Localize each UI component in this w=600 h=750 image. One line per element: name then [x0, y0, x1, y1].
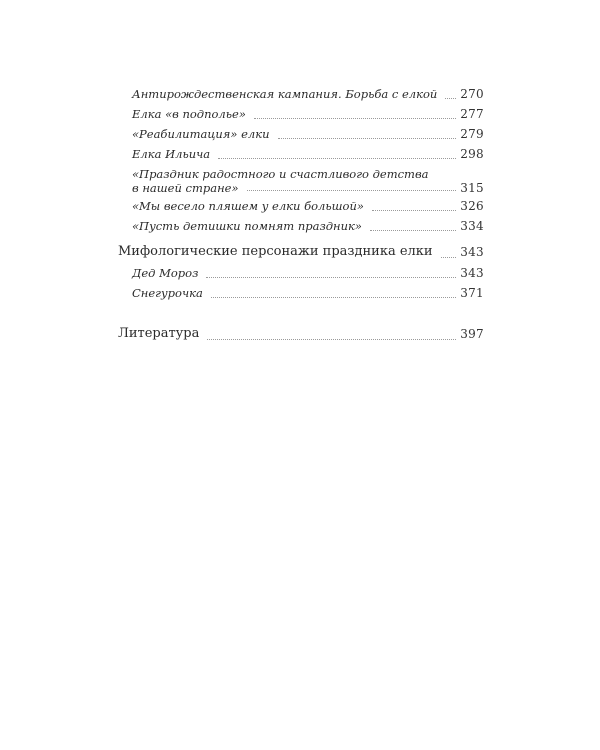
- toc-entry-page: 343: [460, 245, 484, 259]
- toc-entry-title: «Реабилитация» елки: [132, 127, 270, 141]
- dot-leader: [247, 190, 457, 191]
- toc-entry-page: 315: [460, 181, 484, 195]
- dot-leader: [254, 118, 456, 119]
- toc-entry-title-line1: «Праздник радостного и счастливого детства: [132, 167, 429, 181]
- toc-entry: [132, 216, 484, 236]
- toc-entry-page: 343: [460, 266, 484, 280]
- toc-entry-title: Дед Мороз: [132, 266, 199, 280]
- dot-leader: [372, 210, 456, 211]
- toc-entry-title: Снегурочка: [132, 286, 203, 300]
- toc-entry: [132, 283, 484, 303]
- toc-entry: [132, 164, 484, 196]
- toc-entry-page: 270: [460, 87, 484, 101]
- toc-entry: [132, 196, 484, 216]
- toc-entry: [132, 124, 484, 144]
- table-of-contents: [118, 84, 484, 345]
- toc-entry-page: 326: [460, 199, 484, 213]
- toc-entry-page: 298: [460, 147, 484, 161]
- toc-entry-page: 371: [460, 286, 484, 300]
- dot-leader: [441, 257, 457, 258]
- toc-entry: [132, 84, 484, 104]
- toc-chapter-entry: [118, 323, 484, 345]
- toc-entry-title: Елка «в подполье»: [132, 107, 246, 121]
- toc-entry-page: 334: [460, 219, 484, 233]
- toc-entry-title: Литература: [118, 326, 200, 341]
- toc-chapter-entry: [118, 241, 484, 263]
- toc-entry-title: Антирождественская кампания. Борьба с елкой: [132, 87, 438, 101]
- toc-entry-page: 277: [460, 107, 484, 121]
- dot-leader: [278, 138, 457, 139]
- toc-entry-page: 279: [460, 127, 484, 141]
- toc-entry-title: «Пусть детишки помнят праздник»: [132, 219, 362, 233]
- dot-leader: [207, 339, 456, 340]
- toc-entry-page: 397: [460, 327, 484, 341]
- dot-leader: [370, 230, 456, 231]
- toc-entry: [132, 263, 484, 283]
- toc-entry: [132, 144, 484, 164]
- toc-entry-title: Мифологические персонажи праздника елки: [118, 244, 433, 259]
- toc-entry-title: «Мы весело пляшем у елки большой»: [132, 199, 364, 213]
- dot-leader: [445, 98, 456, 99]
- dot-leader: [211, 297, 456, 298]
- toc-entry: [132, 104, 484, 124]
- toc-entry-title: Елка Ильича: [132, 147, 211, 161]
- toc-entry-title-line2: в нашей стране»: [132, 181, 239, 195]
- dot-leader: [206, 277, 456, 278]
- dot-leader: [218, 158, 456, 159]
